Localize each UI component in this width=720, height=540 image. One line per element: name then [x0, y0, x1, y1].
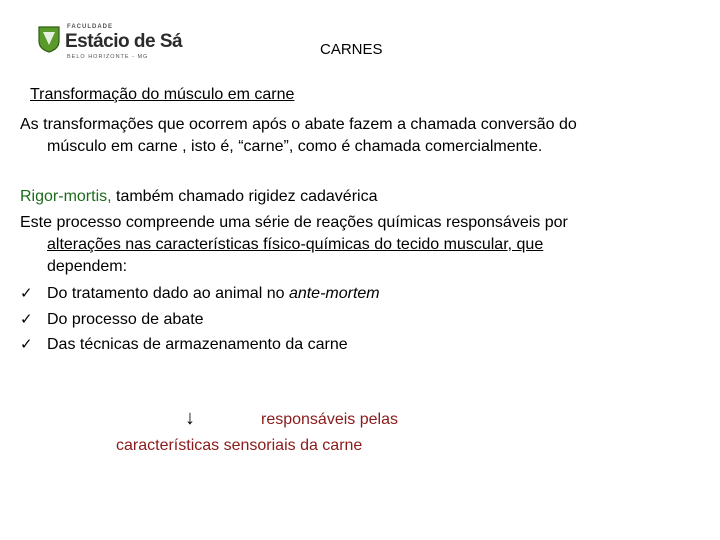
- logo-top-text: FACULDADE: [67, 24, 113, 30]
- list-item-text: Do tratamento dado ao animal no: [47, 285, 289, 302]
- rigor-mortis-heading: [20, 186, 660, 208]
- list-item: [20, 307, 380, 333]
- check-icon: ✓: [20, 285, 33, 302]
- list-item: [20, 281, 380, 307]
- list-item-text: Das técnicas de armazenamento da carne: [47, 336, 348, 353]
- intro-line-1: As transformações que ocorrem após o abate fazem a chamada conversão do: [20, 116, 577, 133]
- rigor-mortis-term: Rigor-mortis,: [20, 188, 112, 205]
- down-arrow-icon: ↓: [185, 407, 195, 429]
- process-line-3: dependem:: [47, 258, 128, 275]
- slide-subtitle: Transformação do músculo em carne: [30, 86, 295, 103]
- process-line-2: alterações nas características físico-químicas do tecido muscular, que: [47, 236, 544, 253]
- process-paragraph: [20, 212, 660, 278]
- logo-bottom-text: BELO HORIZONTE - MG: [67, 54, 149, 60]
- responsible-line-2: características sensoriais da carne: [116, 437, 363, 454]
- process-line-1: Este processo compreende uma série de reações químicas responsáveis por: [20, 214, 568, 231]
- shield-logo-icon: [37, 25, 61, 53]
- list-item: [20, 332, 380, 358]
- list-item-italic-text: ante-mortem: [288, 285, 380, 302]
- intro-line-2: músculo em carne , isto é, “carne”, como é chamada comercialmente.: [47, 138, 543, 155]
- logo-brand-text: Estácio de Sá: [65, 31, 183, 52]
- check-icon: ✓: [20, 310, 33, 328]
- rigor-mortis-description: também chamado rigidez cadavérica: [111, 188, 378, 205]
- responsible-line-1: responsáveis pelas: [261, 411, 398, 428]
- institution-logo: [34, 15, 183, 65]
- intro-paragraph: [20, 114, 660, 158]
- slide-title: CARNES: [320, 41, 383, 58]
- factors-list: [20, 281, 380, 358]
- list-item-text: Do processo de abate: [47, 310, 204, 328]
- check-icon: ✓: [20, 336, 33, 353]
